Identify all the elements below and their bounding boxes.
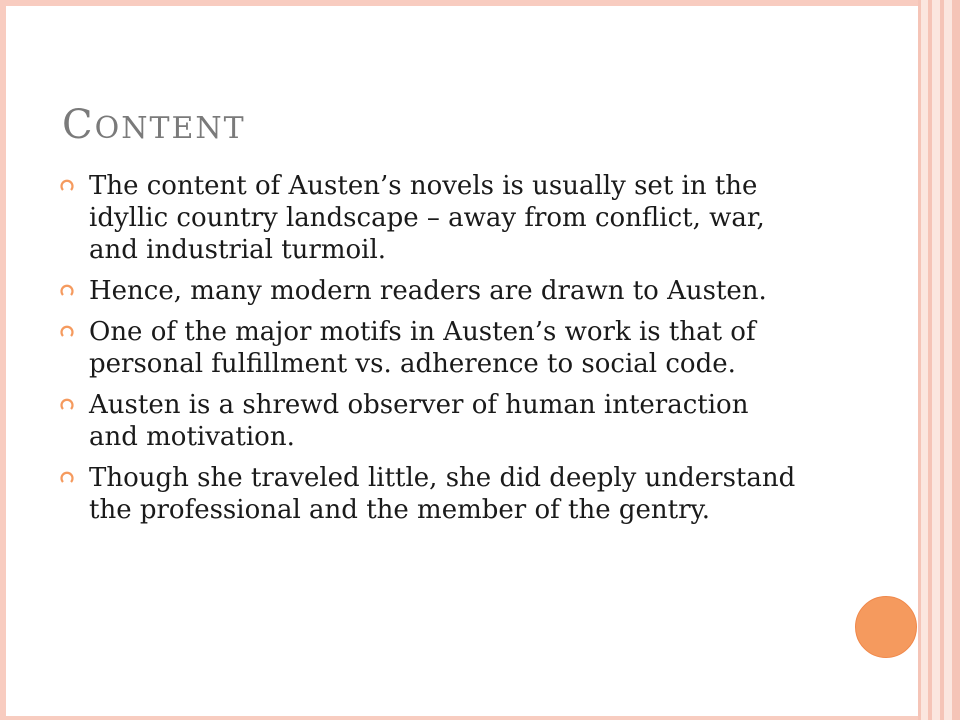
bullet-item	[58, 462, 798, 526]
bullet-text: Though she traveled little, she did deeply understand the professional and the member of the gentry.	[89, 463, 796, 525]
bullet-text: The content of Austen’s novels is usually set in the idyllic country landscape – away from conflict, war, and industrial turmoil.	[89, 171, 765, 265]
bullet-icon	[60, 470, 74, 484]
bullet-icon	[60, 397, 74, 411]
bullet-list	[58, 170, 798, 535]
bullet-icon	[60, 178, 74, 192]
title-first-letter: C	[62, 102, 95, 148]
bullet-item	[58, 389, 798, 453]
bullet-text: One of the major motifs in Austen’s work is that of personal fulfillment vs. adherence to social code.	[89, 317, 756, 379]
side-stripes	[918, 0, 960, 720]
title-rest: ONTENT	[94, 111, 246, 146]
bullet-icon	[60, 283, 74, 297]
bullet-item	[58, 275, 798, 307]
slide-title	[62, 102, 246, 148]
bullet-text: Hence, many modern readers are drawn to Austen.	[89, 276, 767, 306]
decorative-circle	[855, 596, 917, 658]
bullet-icon	[60, 324, 74, 338]
bullet-text: Austen is a shrewd observer of human interaction and motivation.	[89, 390, 749, 452]
bullet-item	[58, 170, 798, 266]
bullet-item	[58, 316, 798, 380]
